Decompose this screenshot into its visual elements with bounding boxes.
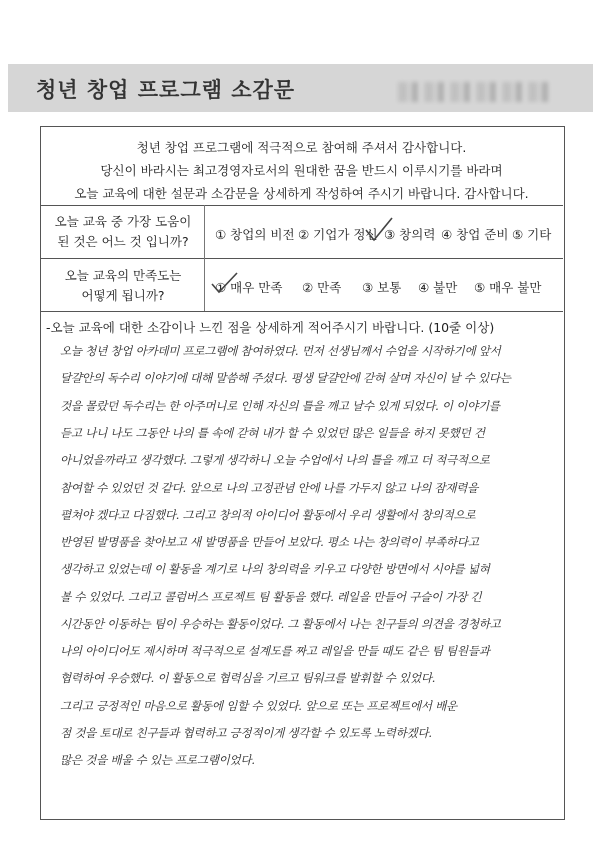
q2-option-5[interactable]: ⑤ 매우 불만 bbox=[474, 280, 542, 295]
handwritten-line: 협력하여 우승했다. 이 활동으로 협력심을 기르고 팀워크를 발휘할 수 있었다. bbox=[60, 671, 436, 685]
q1-option-4[interactable]: ④ 창업 준비 bbox=[441, 227, 509, 242]
handwritten-line: 아니었을까라고 생각했다. 그렇게 생각하니 오늘 수업에서 나의 틀을 깨고 더 적극적으로 bbox=[60, 453, 490, 467]
handwritten-line: 시간동안 이동하는 팀이 우승하는 활동이었다. 그 활동에서 나는 친구들의 의견을 경청하고 bbox=[60, 617, 501, 631]
intro-line-3: 오늘 교육에 대한 설문과 소감문을 상세하게 작성하여 주시기 바랍니다. 감사합니다. bbox=[74, 186, 529, 201]
divider bbox=[40, 205, 563, 206]
handwritten-line: 펼쳐야 겠다고 다짐했다. 그리고 창의적 아이디어 활동에서 우리 생활에서 창의적으로 bbox=[60, 508, 476, 522]
comment-prompt: -오늘 교육에 대한 소감이나 느낀 점을 상세하게 적어주시기 바랍니다. (10줄 이상) bbox=[46, 320, 495, 335]
q2-option-1[interactable]: ① 매우 만족 bbox=[215, 280, 283, 295]
handwritten-line: 참여할 수 있었던 것 같다. 앞으로 나의 고정관념 안에 나를 가두지 않고 나의 잠재력을 bbox=[60, 481, 478, 495]
handwritten-line: 듣고 나니 나도 그동안 나의 틀 속에 갇혀 내가 할 수 있었던 많은 일들을 하지 못했던 건 bbox=[60, 426, 485, 440]
page-title: 청년 창업 프로그램 소감문 bbox=[36, 78, 296, 102]
intro-line-1: 청년 창업 프로그램에 적극적으로 참여해 주셔서 감사합니다. bbox=[136, 140, 467, 155]
handwritten-line: 생각하고 있었는데 이 활동을 계기로 나의 창의력을 키우고 다양한 방면에서 시야를 넓혀 bbox=[60, 562, 490, 576]
handwritten-line: 볼 수 있었다. 그리고 콜럼버스 프로젝트 팀 활동을 했다. 레일을 만들어 구슬이 가장 긴 bbox=[60, 590, 482, 604]
redacted-name bbox=[398, 82, 548, 102]
handwritten-line: 달걀안의 독수리 이야기에 대해 말씀해 주셨다. 평생 달걀안에 갇혀 살며 자신이 날 수 있다는 bbox=[60, 371, 511, 385]
q2-option-4[interactable]: ④ 불만 bbox=[418, 280, 458, 295]
q2-option-3[interactable]: ③ 보통 bbox=[362, 280, 402, 295]
q2-option-2[interactable]: ② 만족 bbox=[302, 280, 342, 295]
handwritten-line: 그리고 긍정적인 마음으로 활동에 임할 수 있었다. 앞으로 또는 프로젝트에서 배운 bbox=[60, 699, 457, 713]
q1-option-3[interactable]: ③ 창의력 bbox=[384, 227, 436, 242]
intro-line-2: 당신이 바라시는 최고경영자로서의 원대한 꿈을 반드시 이루시기를 바라며 bbox=[100, 163, 503, 178]
question2-label: 오늘 교육의 만족도는 어떻게 됩니까? bbox=[64, 268, 182, 303]
handwritten-line: 반영된 발명품을 찾아보고 새 발명품을 만들어 보았다. 평소 나는 창의력이 부족하다고 bbox=[60, 535, 479, 549]
checkmark-icon bbox=[362, 214, 394, 246]
q1-option-1[interactable]: ① 창업의 비전 bbox=[215, 227, 295, 242]
handwritten-line: 나의 아이디어도 제시하며 적극적으로 설계도를 짜고 레일을 만들 때도 같은 팀 팀원들과 bbox=[60, 644, 490, 658]
column-divider bbox=[204, 205, 205, 311]
divider bbox=[40, 311, 563, 312]
q1-option-5[interactable]: ⑤ 기타 bbox=[512, 227, 552, 242]
handwritten-line: 것을 몰랐던 독수리는 한 아주머니로 인해 자신의 틀을 깨고 날수 있게 되었다. 이 이야기를 bbox=[60, 399, 500, 413]
handwritten-line: 점 것을 토대로 친구들과 협력하고 긍정적이게 생각할 수 있도록 노력하겠다. bbox=[60, 726, 432, 740]
question1-label: 오늘 교육 중 가장 도움이 된 것은 어느 것 입니까? bbox=[54, 214, 192, 249]
handwritten-line: 많은 것을 배울 수 있는 프로그램이었다. bbox=[60, 753, 255, 767]
checkmark-icon bbox=[209, 270, 239, 296]
handwritten-line: 오늘 청년 창업 아카데미 프로그램에 참여하였다. 먼저 선생님께서 수업을 시작하기에 앞서 bbox=[60, 344, 501, 358]
q1-option-2[interactable]: ② 기업가 정신 bbox=[298, 227, 378, 242]
divider bbox=[40, 258, 563, 259]
